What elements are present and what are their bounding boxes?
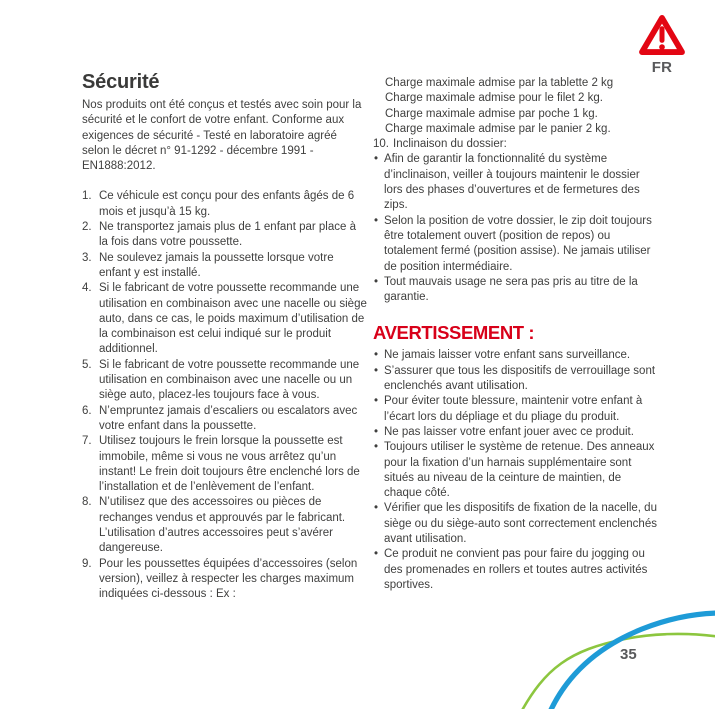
list-item (82, 404, 367, 435)
list-item (82, 251, 367, 282)
list-item (82, 189, 367, 220)
green-curve (520, 634, 715, 709)
item-text: Si le fabricant de votre poussette recommande une utilisation en combinaison avec une nacelle ou un siège auto, placez-les toujours face à vous. (99, 358, 360, 402)
warning-heading: AVERTISSEMENT : (373, 322, 535, 344)
list-item (82, 557, 367, 603)
item-number: 8. (82, 496, 92, 509)
list-item (82, 495, 367, 556)
right-column (373, 76, 659, 593)
item-text: N’empruntez jamais d’escaliers ou escalators avec votre enfant dans la poussette. (99, 404, 358, 432)
item-number: 7. (82, 435, 92, 448)
incline-bullet-list (373, 152, 659, 305)
item-text: Utilisez toujours le frein lorsque la poussette est immobile, même si vous ne vous arrêtez qu’un instant! Le frein doit toujours être enclenché lors de l’installation et de l’enlèvement de l’enfant. (99, 435, 360, 494)
list-item (82, 220, 367, 251)
item-number: 3. (82, 251, 92, 264)
left-column (82, 70, 367, 603)
bullet-item: • Ce produit ne convient pas pour faire du jogging ou des promenades en rollers et toutes autres activités sportives. (373, 547, 659, 593)
item-number: 1. (82, 190, 92, 203)
item-text: Ce véhicule est conçu pour des enfants âgés de 6 mois et jusqu’à 15 kg. (99, 190, 355, 218)
bullet-item: • Vérifier que les dispositifs de fixation de la nacelle, du siège ou du siège-auto sont correctement enclenchés avant utilisation. (373, 501, 659, 547)
page-title: Sécurité (82, 71, 160, 93)
list-item (82, 434, 367, 495)
list-item (82, 281, 367, 357)
bullet-item: • Ne jamais laisser votre enfant sans surveillance. (373, 348, 659, 363)
max-load-line: Charge maximale admise par la tablette 2 kg (385, 77, 614, 89)
intro-paragraph: Nos produits ont été conçus et testés avec soin pour la sécurité et le confort de votre enfant. Conforme aux exigences de sécurité - Testé en laboratoire agréé selon le décret n° 91-1292 - décembre 1991 - EN1888:2012. (82, 99, 362, 173)
language-code: FR (651, 59, 673, 76)
bullet-item: • Ne pas laisser votre enfant jouer avec ce produit. (373, 425, 659, 440)
list-item (82, 358, 367, 404)
item-text: N’utilisez que des accessoires ou pièces de rechanges vendus et approuvés par le fabricant. L’utilisation d’autres accessoires peut s’avérer dangereuse. (99, 496, 346, 555)
bullet-item: • Pour éviter toute blessure, maintenir votre enfant à l’écart lors du dépliage et du pliage du produit. (373, 394, 659, 425)
max-load-line: Charge maximale admise par le panier 2 kg. (385, 122, 611, 135)
item-text: Inclinaison du dossier: (393, 138, 507, 151)
item-number: 4. (82, 282, 92, 295)
bullet-item: • Tout mauvais usage ne sera pas pris au titre de la garantie. (373, 275, 659, 306)
item-number: 10. (373, 138, 389, 151)
list-item (373, 137, 659, 152)
bullet-item: • Selon la position de votre dossier, le zip doit toujours être totalement ouvert (position de repos) ou totalement fermé (position assise). Ne jamais utiliser de position intermédiaire. (373, 214, 659, 275)
max-load-line: Charge maximale admise pour le filet 2 kg. (385, 92, 603, 105)
max-load-list (373, 76, 659, 137)
item-number: 5. (82, 358, 92, 371)
numbered-list (82, 189, 367, 602)
max-load-line: Charge maximale admise par poche 1 kg. (385, 107, 598, 120)
item-text: Ne soulevez jamais la poussette lorsque votre enfant y est installé. (99, 251, 334, 279)
item-number: 2. (82, 221, 92, 234)
item-number: 9. (82, 557, 92, 570)
bullet-item: • Toujours utiliser le système de retenue. Des anneaux pour la fixation d’un harnais supplémentaire sont situés au niveau de la ceinture de maintien, de chaque côté. (373, 440, 659, 501)
item-text: Pour les poussettes équipées d’accessoires (selon version), veillez à respecter les charges maximum indiquées ci-dessous : Ex : (99, 557, 358, 601)
page-number: 35 (620, 646, 637, 663)
warning-triangle-icon (637, 12, 687, 58)
item-number: 6. (82, 404, 92, 417)
bullet-item: • S’assurer que tous les dispositifs de verrouillage sont enclenchés avant utilisation. (373, 364, 659, 395)
warning-bullet-list (373, 348, 659, 593)
fr-language-badge (632, 12, 692, 76)
bullet-item: • Afin de garantir la fonctionnalité du système d’inclinaison, veiller à toujours maintenir le dossier lors des phases d’ouvertures et de fermetures des zips. (373, 152, 659, 213)
item-text: Si le fabricant de votre poussette recommande une utilisation en combinaison avec une nacelle ou siège auto, dans ce cas, le poids maximum d’utilisation de la combinaison est celui indiqué sur le produit additionnel. (99, 282, 367, 356)
item-text: Ne transportez jamais plus de 1 enfant par place à la fois dans votre poussette. (99, 221, 356, 249)
